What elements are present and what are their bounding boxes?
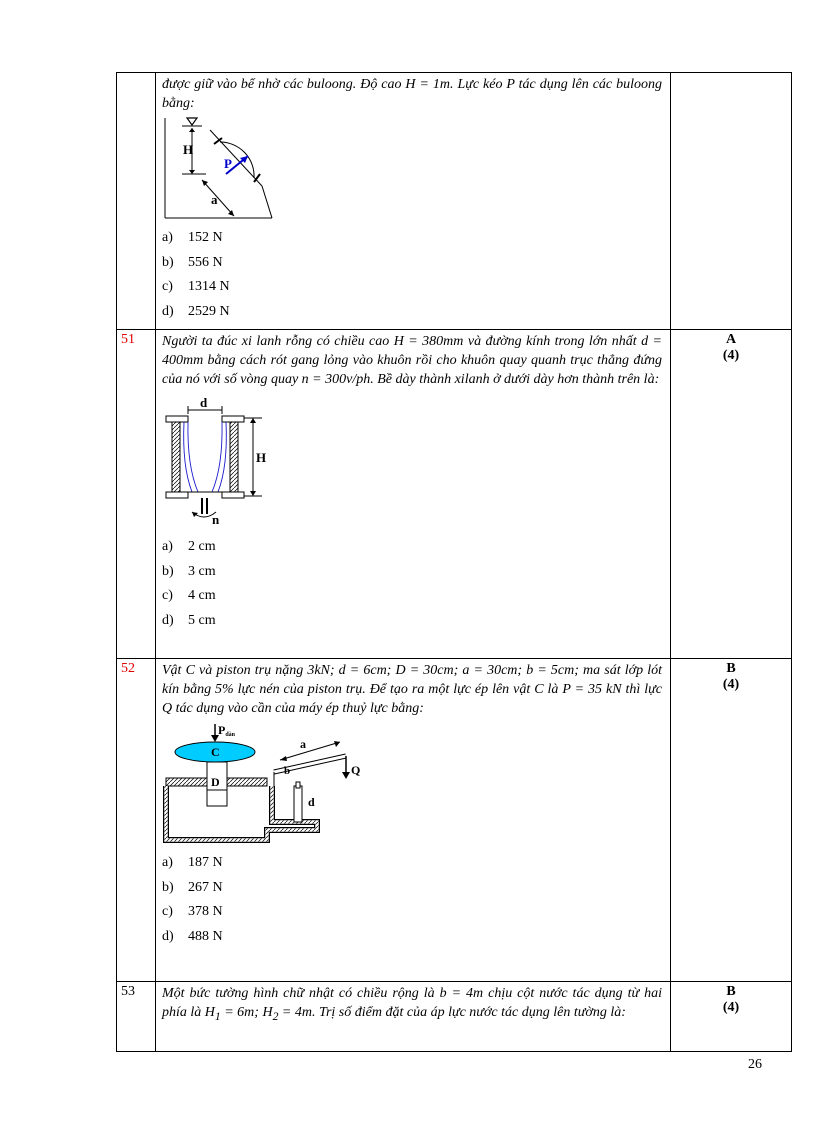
answer-cell — [671, 73, 792, 330]
answer-option: c) 378 N — [162, 904, 223, 919]
question-number: 53 — [117, 982, 156, 1052]
figure-label-d-upper: D — [211, 775, 220, 789]
figure-label-h: H — [256, 450, 267, 465]
question-text: Người ta đúc xi lanh rỗng có chiều cao H = 380mm và đường kính trong lớn nhất d = 400mm bằng cách rót gang lỏng vào khuôn rồi cho khuôn quay quanh trục thẳng đứng của nó với số vòng quay n = 300v/ph. Bề dày thành xilanh ở dưới dày hơn thành trên là: — [162, 334, 662, 387]
question-cell — [156, 659, 671, 982]
answer-option: b) 556 N — [162, 254, 223, 270]
figure-label-h: H — [183, 142, 194, 157]
cylinder-mold-figure — [162, 396, 282, 532]
question-cell — [156, 330, 671, 659]
figure-label-q: Q — [351, 763, 361, 777]
answer-option: d) 2529 N — [162, 303, 230, 319]
figure-label-c: C — [211, 745, 220, 759]
figure-label-d: d — [200, 396, 208, 410]
question-number: 51 — [117, 330, 156, 659]
answer-letter: B — [726, 984, 736, 999]
answer-option: b) 267 N — [162, 879, 223, 895]
question-text: được giữ vào bể nhờ các buloong. Độ cao H = 1m. Lực kéo P tác dụng lên các buloong bằng: — [162, 77, 662, 111]
question-text: Một bức tường hình chữ nhật có chiều rộng là b = 4m chịu cột nước tác dụng từ hai phía là $H_1 = 6m$; $H_2 = 4m$. Trị số điểm đặt của áp lực nước tác dụng lên tường là: — [162, 986, 662, 1023]
figure-label-n: n — [212, 512, 220, 527]
question-table — [116, 72, 792, 1052]
answer-score: (4) — [722, 677, 740, 692]
answer-option: c) 1314 N — [162, 279, 230, 294]
figure-label-a: a — [211, 192, 218, 207]
answer-score: (4) — [722, 348, 740, 363]
answer-option: a) 187 N — [162, 855, 223, 870]
question-number: 52 — [117, 659, 156, 982]
answer-cell — [671, 330, 792, 659]
figure-label-d-lower: d — [308, 795, 315, 809]
question-number — [117, 73, 156, 330]
answer-score: (4) — [722, 1000, 740, 1015]
answer-letter: A — [725, 332, 737, 347]
figure-label-a: a — [300, 737, 306, 751]
figure-label-p: P — [224, 156, 232, 171]
buoy-cap-figure — [162, 116, 282, 220]
hydraulic-press-figure — [162, 722, 372, 850]
answer-option: c) 4 cm — [162, 588, 216, 603]
answer-option: a) 2 cm — [162, 539, 216, 554]
question-cell — [156, 982, 671, 1052]
answer-option: b) 3 cm — [162, 563, 216, 579]
answer-cell — [671, 659, 792, 982]
answer-option: a) 152 N — [162, 230, 223, 245]
answer-cell — [671, 982, 792, 1052]
answer-option: d) 5 cm — [162, 612, 216, 628]
page-number: 26 — [748, 1057, 762, 1072]
answer-letter: B — [726, 661, 736, 676]
figure-label-b: b — [284, 765, 291, 777]
question-cell — [156, 73, 671, 330]
question-row-52 — [117, 659, 792, 982]
question-row-53 — [117, 982, 792, 1052]
figure-label-p: Pđàn — [218, 723, 236, 738]
question-row-51 — [117, 330, 792, 659]
answer-option: d) 488 N — [162, 928, 223, 944]
question-row-50 — [117, 73, 792, 330]
question-text: Vật C và piston trụ nặng 3kN; d = 6cm; D = 30cm; a = 30cm; b = 5cm; ma sát lớp lót kín bằng 5% lực nén của piston trụ. Để tạo ra một lực ép lên vật C là P = 35 kN thì lực Q tác dụng vào cần của máy ép thuỷ lực bằng: — [162, 663, 662, 716]
